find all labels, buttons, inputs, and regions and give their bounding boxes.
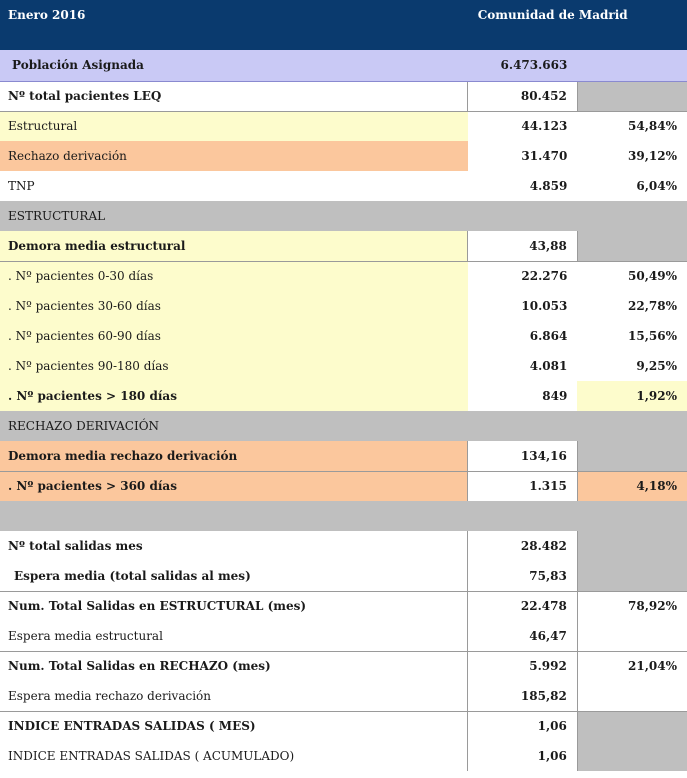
espera-salidas-label: Espera media (total salidas al mes) (14, 568, 251, 583)
band-row (0, 291, 687, 321)
rechazo-360-value: 1.315 (468, 471, 578, 501)
section-estructural-title: ESTRUCTURAL (0, 201, 687, 231)
band-label: . Nº pacientes 60-90 días (0, 321, 468, 351)
total-leq-value: 80.452 (468, 81, 578, 111)
demora-rechazo-label: Demora media rechazo derivación (0, 441, 468, 471)
espera-estructural-label: Espera media estructural (8, 628, 163, 643)
espera-rechazo-value: 185,82 (468, 681, 578, 711)
salidas-rechazo-label: Num. Total Salidas en RECHAZO (mes) (0, 651, 468, 681)
espera-estructural-value: 46,47 (468, 621, 578, 651)
band-label: . Nº pacientes 90-180 días (0, 351, 468, 381)
poblacion-empty (577, 50, 687, 81)
band-value: 4.081 (529, 359, 568, 373)
estructural-value: 44.123 (468, 111, 578, 141)
period-label: Enero 2016 (8, 8, 86, 22)
salidas-value: 28.482 (468, 531, 578, 561)
total-leq-empty (577, 81, 687, 111)
rechazo-pct: 39,12% (628, 149, 677, 163)
indice-acum-label: INDICE ENTRADAS SALIDAS ( ACUMULADO) (8, 749, 295, 763)
band-pct: 9,25% (636, 359, 677, 373)
salidas-empty (577, 531, 687, 561)
salidas-estructural-value: 22.478 (468, 591, 578, 621)
region-label: Comunidad de Madrid (477, 8, 628, 22)
band-row (0, 321, 687, 351)
salidas-rechazo-pct: 21,04% (577, 651, 687, 681)
demora-rechazo-empty (577, 441, 687, 471)
estructural-label: Estructural (0, 111, 468, 141)
band-pct: 1,92% (577, 381, 687, 411)
indice-acum-empty (577, 741, 687, 771)
tnp-label: TNP (8, 179, 35, 193)
espera-salidas-row (0, 561, 687, 591)
poblacion-label: Población Asignada (0, 50, 468, 81)
salidas-rechazo-value: 5.992 (468, 651, 578, 681)
band-value: 849 (542, 389, 568, 403)
demora-estructural-label: Demora media estructural (0, 231, 468, 261)
band-value: 22.276 (468, 261, 578, 291)
espera-salidas-empty (577, 561, 687, 591)
band-pct: 15,56% (628, 329, 677, 343)
band-label: . Nº pacientes 0-30 días (0, 261, 468, 291)
indice-mes-label: INDICE ENTRADAS SALIDAS ( MES) (0, 711, 468, 741)
band-row-180 (0, 381, 687, 411)
estructural-row (0, 111, 687, 141)
section-blank (0, 501, 687, 531)
band-label: . Nº pacientes > 180 días (0, 381, 468, 411)
indice-mes-value: 1,06 (468, 711, 578, 741)
indice-acum-value: 1,06 (468, 741, 578, 771)
salidas-estructural-pct: 78,92% (577, 591, 687, 621)
section-blank-cell (0, 501, 687, 531)
demora-rechazo-row (0, 441, 687, 471)
tnp-pct: 6,04% (636, 179, 677, 193)
salidas-estructural-label: Num. Total Salidas en ESTRUCTURAL (mes) (0, 591, 468, 621)
rechazo-360-pct: 4,18% (577, 471, 687, 501)
espera-estructural-empty (577, 621, 687, 651)
demora-estructural-value: 43,88 (468, 231, 578, 261)
total-leq-row (0, 81, 687, 111)
rechazo-360-label: . Nº pacientes > 360 días (0, 471, 468, 501)
espera-estructural-row (0, 621, 687, 651)
poblacion-row (0, 50, 687, 81)
rechazo-360-row (0, 471, 687, 501)
demora-estructural-empty (577, 231, 687, 261)
tnp-value: 4.859 (529, 179, 568, 193)
header-row (0, 0, 687, 50)
total-leq-label: Nº total pacientes LEQ (8, 89, 162, 103)
indice-mes-row (0, 711, 687, 741)
espera-rechazo-label: Espera media rechazo derivación (8, 688, 211, 703)
estructural-pct: 54,84% (577, 111, 687, 141)
salidas-row (0, 531, 687, 561)
section-rechazo-title: RECHAZO DERIVACIÓN (0, 411, 687, 441)
espera-rechazo-row (0, 681, 687, 711)
espera-salidas-value: 75,83 (468, 561, 578, 591)
rechazo-row (0, 141, 687, 171)
tnp-row (0, 171, 687, 201)
band-value: 10.053 (521, 299, 568, 313)
demora-estructural-row (0, 231, 687, 261)
indice-acum-row (0, 741, 687, 771)
indice-mes-empty (577, 711, 687, 741)
band-row (0, 351, 687, 381)
band-pct: 50,49% (577, 261, 687, 291)
band-pct: 22,78% (628, 299, 677, 313)
rechazo-label: Rechazo derivación (0, 141, 468, 171)
espera-rechazo-empty (577, 681, 687, 711)
demora-rechazo-value: 134,16 (468, 441, 578, 471)
band-value: 6.864 (529, 329, 568, 343)
section-rechazo (0, 411, 687, 441)
salidas-rechazo-row (0, 651, 687, 681)
band-row (0, 261, 687, 291)
poblacion-value: 6.473.663 (468, 50, 578, 81)
rechazo-value: 31.470 (521, 149, 568, 163)
band-label: . Nº pacientes 30-60 días (0, 291, 468, 321)
salidas-estructural-row (0, 591, 687, 621)
salidas-label: Nº total salidas mes (8, 539, 143, 553)
section-estructural (0, 201, 687, 231)
